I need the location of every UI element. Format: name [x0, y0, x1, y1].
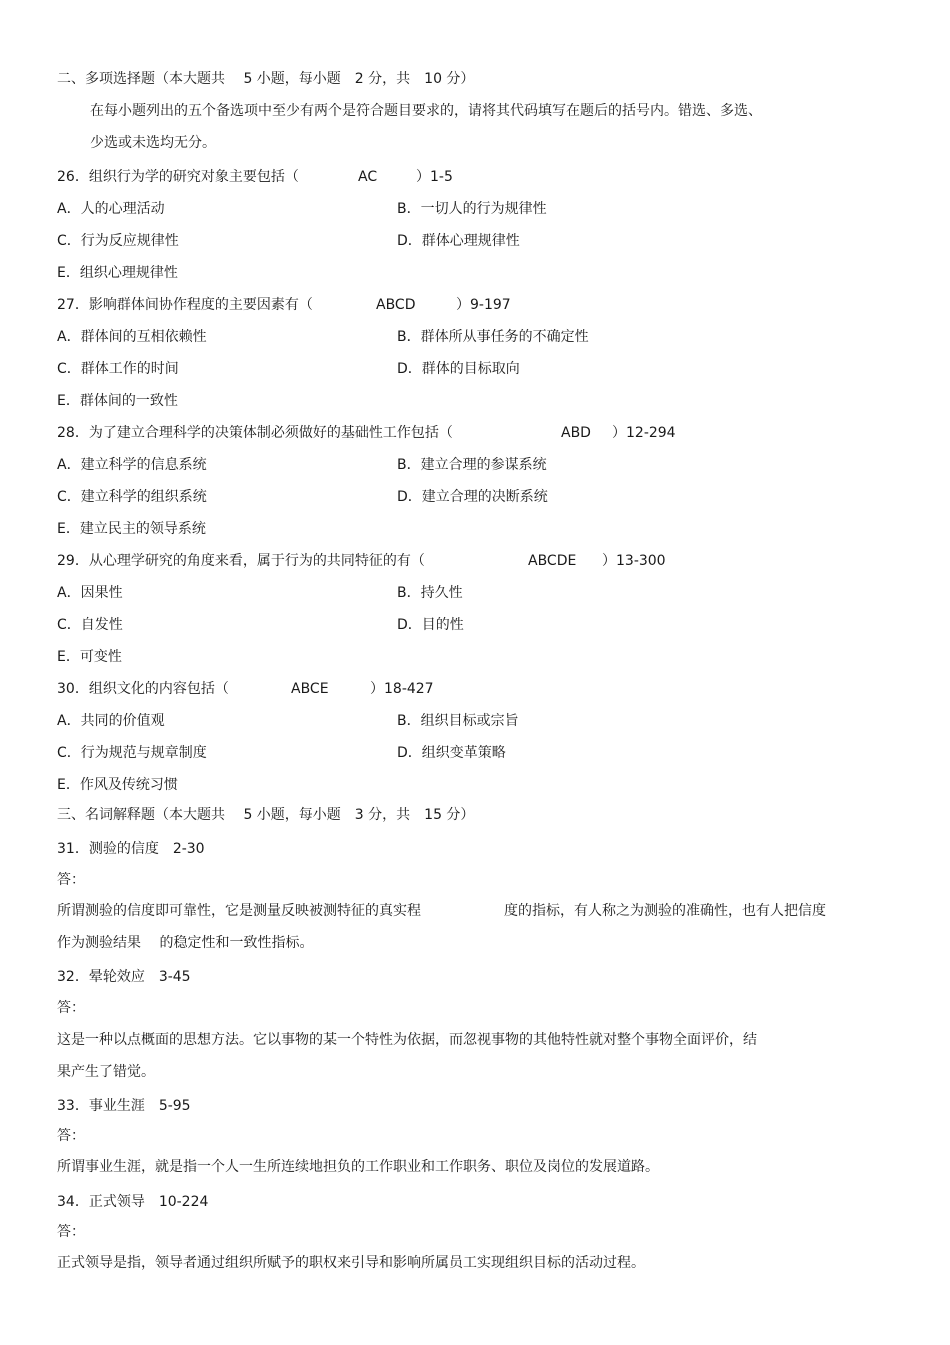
question-26-option-c: C．行为反应规律性 — [57, 233, 179, 249]
question-28-ref: ）12-294 — [612, 425, 676, 441]
question-30-option-a: A．共同的价值观 — [57, 713, 165, 729]
question-26-ref: ）1-5 — [416, 169, 453, 185]
term-33-title: 33．事业生涯 5-95 — [57, 1098, 191, 1114]
term-33-answer-label: 答： — [57, 1128, 85, 1144]
question-30-stem: 30．组织文化的内容包括（ — [57, 681, 229, 697]
question-28-answer: ABD — [561, 425, 591, 441]
question-28-stem: 28．为了建立合理科学的决策体制必须做好的基础性工作包括（ — [57, 425, 453, 441]
question-27-option-a: A．群体间的互相依赖性 — [57, 329, 207, 345]
question-30-option-b: B．组织目标或宗旨 — [397, 713, 519, 729]
section-3-header: 三、名词解释题（本大题共 5 小题，每小题 3 分，共 15 分） — [57, 807, 475, 823]
question-27-option-b: B．群体所从事任务的不确定性 — [397, 329, 589, 345]
question-29-answer: ABCDE — [528, 553, 577, 569]
question-27-ref: ）9-197 — [456, 297, 511, 313]
question-29-stem: 29．从心理学研究的角度来看，属于行为的共同特征的有（ — [57, 553, 425, 569]
term-31-title: 31．测验的信度 2-30 — [57, 841, 205, 857]
question-29-option-d: D．目的性 — [397, 617, 464, 633]
term-31-answer-label: 答： — [57, 872, 85, 888]
section-2-instructions: 在每小题列出的五个备选项中至少有两个是符合题目要求的，请将其代码填写在题后的括号内。错选、多选、 — [90, 103, 762, 119]
question-29-option-e: E．可变性 — [57, 649, 122, 665]
question-26-option-e: E．组织心理规律性 — [57, 265, 178, 281]
question-30-option-d: D．组织变革策略 — [397, 745, 506, 761]
question-28-option-b: B．建立合理的参谋系统 — [397, 457, 547, 473]
term-32-body-line-2: 果产生了错觉。 — [57, 1064, 155, 1080]
question-26-answer: AC — [358, 169, 378, 185]
term-34-title: 34．正式领导 10-224 — [57, 1194, 209, 1210]
question-28-option-a: A．建立科学的信息系统 — [57, 457, 207, 473]
question-26-option-b: B．一切人的行为规律性 — [397, 201, 547, 217]
question-27-option-e: E．群体间的一致性 — [57, 393, 178, 409]
term-32-answer-label: 答： — [57, 1000, 85, 1016]
question-30-option-e: E．作风及传统习惯 — [57, 777, 178, 793]
question-27-stem: 27．影响群体间协作程度的主要因素有（ — [57, 297, 313, 313]
section-2-header: 二、多项选择题（本大题共 5 小题，每小题 2 分，共 10 分） — [57, 71, 475, 87]
question-30-ref: ）18-427 — [370, 681, 434, 697]
term-31-body-line-1: 所谓测验的信度即可靠性，它是测量反映被测特征的真实程 — [57, 903, 421, 919]
term-31-body-line-1b: 度的指标，有人称之为测验的准确性，也有人把信度 — [504, 903, 826, 919]
term-32-title: 32．晕轮效应 3-45 — [57, 969, 191, 985]
question-30-answer: ABCE — [291, 681, 329, 697]
question-26-stem: 26．组织行为学的研究对象主要包括（ — [57, 169, 299, 185]
term-34-body-line-1: 正式领导是指，领导者通过组织所赋予的职权来引导和影响所属员工实现组织目标的活动过程。 — [57, 1255, 645, 1271]
question-28-option-d: D．建立合理的决断系统 — [397, 489, 548, 505]
question-29-option-c: C．自发性 — [57, 617, 123, 633]
question-26-option-a: A．人的心理活动 — [57, 201, 165, 217]
question-27-option-c: C．群体工作的时间 — [57, 361, 179, 377]
question-29-option-a: A．因果性 — [57, 585, 123, 601]
term-33-body-line-1: 所谓事业生涯，就是指一个人一生所连续地担负的工作职业和工作职务、职位及岗位的发展道路。 — [57, 1159, 659, 1175]
question-30-option-c: C．行为规范与规章制度 — [57, 745, 207, 761]
section-2-instructions-cont: 少选或未选均无分。 — [90, 135, 216, 151]
term-32-body-line-1: 这是一种以点概面的思想方法。它以事物的某一个特性为依据，而忽视事物的其他特性就对整个事物全面评价，结 — [57, 1032, 757, 1048]
question-28-option-e: E．建立民主的领导系统 — [57, 521, 206, 537]
question-26-option-d: D．群体心理规律性 — [397, 233, 520, 249]
question-29-option-b: B．持久性 — [397, 585, 463, 601]
term-31-body-line-2: 作为测验结果 的稳定性和一致性指标。 — [57, 935, 314, 951]
term-34-answer-label: 答： — [57, 1224, 85, 1240]
question-28-option-c: C．建立科学的组织系统 — [57, 489, 207, 505]
question-27-answer: ABCD — [376, 297, 416, 313]
question-29-ref: ）13-300 — [602, 553, 666, 569]
question-27-option-d: D．群体的目标取向 — [397, 361, 520, 377]
